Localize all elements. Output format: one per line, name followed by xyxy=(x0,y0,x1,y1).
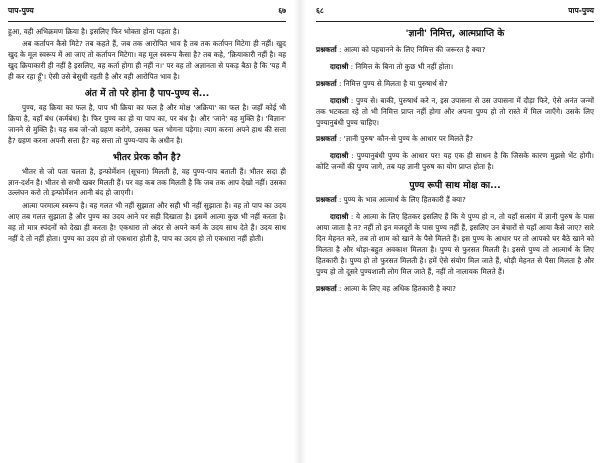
qa-entry: दादाश्री : पुण्यानुबंधी पुण्य के आधार पर! यह एक ही साधन है कि जिसके कारण मुझसे भेंट होगी। कोटि जन्मों की पुण्य जागे, तब यह ज्ञानी पुरुष का योग प्राप्त होता है। xyxy=(316,151,594,172)
speaker-label: दादाश्री xyxy=(330,95,349,105)
left-page-number: ६७ xyxy=(278,6,286,15)
qa-entry: दादाश्री : निमित्त के बिना तो कुछ भी नहीं होता। xyxy=(330,61,454,71)
qa-text: निमित्त पुण्य से मिलता है या पुरुषार्थ से? xyxy=(343,78,448,88)
left-header-rule xyxy=(8,21,286,22)
qa-text: पुण्य के भाव आत्मार्थ के लिए हितकारी हैं क्या? xyxy=(343,195,466,205)
qa-entry: दादाश्री : पुण्य से। बाकी, पुरुषार्थ करे न, इस उपासना से उस उपासना में दौड़ा फिरे, ऐसे अनंत जन्मों तक भटकता रहे तो भी निमित्त प्राप्त नहीं होगा और अपना पुण्य हो तो रास्ते में मिल जाएँगे। उसके लिए पुण्यानुबंधी पुण्य चाहिए। xyxy=(316,95,594,127)
qa-text: निमित्त के बिना तो कुछ भी नहीं होता। xyxy=(355,61,454,71)
qa-entry: प्रश्नकर्ता : निमित्त पुण्य से मिलता है या पुरुषार्थ से? xyxy=(316,78,448,88)
section-heading: 'ज्ञानी' निमित्त, आत्मप्राप्ति के xyxy=(405,28,505,39)
section-heading: पुण्य रूपी साथ मोक्ष का... xyxy=(409,180,501,192)
speaker-label: दादाश्री xyxy=(330,151,349,161)
speaker-label: दादाश्री xyxy=(330,61,349,71)
paragraph: पुण्य, वह क्रिया का फल है, पाप भी क्रिया का फल है और मोक्ष 'अक्रिया' का फल है। जहाँ कोई भी क्रिया है, वहाँ बंध (कर्मबंध) है। फिर पुण्य का हो या पाप का, पर बंध है। और 'जाने' वह मुक्ति है। 'विज्ञान' जानने से मुक्ति है। यह सब जो-जो ग्रहण करोगे, उसका फल भोगना पड़ेगा। त्याग करना अपने हाथ की सत्ता है? ग्रहण करना अपनी सत्ता है? वह सत्ता तो पुण्य-पाप के अधीन है। xyxy=(8,103,286,145)
qa-entry: प्रश्नकर्ता : 'ज्ञानी पुरुष' कौन-से पुण्य के आधार पर मिलते हैं? xyxy=(316,134,474,144)
speaker-label: प्रश्नकर्ता xyxy=(316,134,337,144)
speaker-label: प्रश्नकर्ता xyxy=(316,195,337,205)
section-heading: भीतर प्रेरक कौन है? xyxy=(112,151,182,163)
qa-text: आत्मा को पहचानने के लिए निमित्त की जरूरत है क्या? xyxy=(343,45,486,54)
paragraph: आत्मा परमात्म स्वरूप है। वह गलत भी नहीं सुझाता और सही भी नहीं सुझाता है। वह तो पाप का उदय आए तब गलत सुझाता है और पुण्य का उदय आने पर सही दिखाता है। इसमें आत्मा कुछ भी नहीं करता है। वह तो मात्र स्पंदनों को देखा ही करता है! एकधारा तो अंदर से अपने कर्म के उदय साथ देते हैं। उदय साथ नहीं दे तो नहीं होता। पुण्य का उदय हो तो एकधारा होती है, पाप का उदय हो तो एकधारा नहीं होती। xyxy=(8,200,286,243)
qa-entry: प्रश्नकर्ता : पुण्य के भाव आत्मार्थ के लिए हितकारी हैं क्या? xyxy=(316,195,466,205)
paragraph: भीतर से जो पता चलता है, इन्फोर्मेशन (सूचना) मिलती है, वह पुण्य-पाप बताती हैं। भीतर सदा ही ज्ञान-दर्शन है। भीतर से सभी खबर मिलती हैं। पर वह कब तक मिलती है कि जब तक आप देखो नहीं। उसका उल्लंघन करो तो इन्फोर्मेशन आनी बंद हो जाएगी। xyxy=(8,166,286,198)
speaker-label: दादाश्री xyxy=(330,212,349,222)
paragraph: हुआ, वही अभिक्रमण क्रिया है। इसलिए फिर भोक्ता होना पड़ता है। xyxy=(8,27,180,36)
qa-text: आत्मा के लिए वह अधिक हितकारी है क्या? xyxy=(343,283,456,293)
book-gutter xyxy=(294,0,306,463)
right-header-rule xyxy=(316,21,594,22)
qa-entry: दादाश्री : ये आत्मा के लिए हितकर इसलिए हैं कि ये पुण्य हो न, तो यहाँ सत्संग में ज्ञानी पुरुष के पास आया जाता है न? नहीं तो इन मजदूरों के पास पुण्य नहीं हैं, इसलिए उन बेचारों से यहाँ आया कैसे जाए? सारे दिन मेहनत करे, तब तो शाम को खाने के पैसे मिलते हैं। इस पुण्य के आधार पर तो आपको घर बैठे खाने को मिलता है और थोड़ा-बहुत अवकाश मिलता है। पुण्य से फुरसत मिलती है। इससे पुण्य तो आत्मार्थ के लिए हितकारी है। पुण्य हो तो फुरसत मिलती है। हमें ऐसे संयोग मिल जाते हैं, थोड़ी मेहनत से पैसा मिलता है और पुण्य हो तो दूसरे पुण्यशाली लोग मिल जाते हैं, नहीं तो नालायक मिलते हैं। xyxy=(316,212,594,276)
speaker-label: प्रश्नकर्ता xyxy=(316,45,337,54)
right-page-running-title: पाप-पुण्य xyxy=(568,6,594,15)
speaker-label: प्रश्नकर्ता xyxy=(316,78,337,88)
qa-text: 'ज्ञानी पुरुष' कौन-से पुण्य के आधार पर मिलते हैं? xyxy=(343,134,474,144)
left-page-header xyxy=(8,6,286,20)
qa-entry: प्रश्नकर्ता : आत्मा के लिए वह अधिक हितकारी है क्या? xyxy=(316,283,456,293)
paragraph: अब कर्तापन कैसे मिटे? तब कहते हैं, जब तक आरोपित भाव है तब तक कर्तापन मिटेगा ही नहीं। खुद खुद के मूल स्वरूप में आ जाए तो कर्तापन मिटेगा। वह मूल स्वरूप कैसा है? तब कहे, 'क्रियाकारी नहीं है। वह खुद क्रियाकारी ही नहीं है इसलिए, वह कर्ता होगा ही नहीं न।' पर वह तो अज्ञानता से पकड़ बैठा है कि 'यह मैं ही कर रहा हूँ'। ऐसी उसे बेसुधी रहती है और वही आरोपित भाव है। xyxy=(8,39,287,82)
speaker-label: प्रश्नकर्ता xyxy=(316,283,337,293)
right-page-header xyxy=(316,6,594,20)
left-page-content xyxy=(8,27,286,461)
section-heading: अंत में तो परे होना है पाप-पुण्य से... xyxy=(84,88,210,100)
left-page-running-title: पाप-पुण्य xyxy=(8,6,34,15)
qa-entry: प्रश्नकर्ता : आत्मा को पहचानने के लिए निमित्त की जरूरत है क्या? xyxy=(316,45,486,54)
right-page-content xyxy=(316,27,594,461)
right-page xyxy=(308,0,600,463)
qa-text: ये आत्मा के लिए हितकर इसलिए हैं कि ये पुण्य हो न, तो यहाँ सत्संग में ज्ञानी पुरुष के पास आया जाता है न? नहीं तो इन मजदूरों के पास पुण्य नहीं हैं, इसलिए उन बेचारों से यहाँ आया कैसे जाए? सारे दिन मेहनत करे, तब तो शाम को खाने के पैसे मिलते हैं। इस पुण्य के आधार पर तो आपको घर बैठे खाने को मिलता है और थोड़ा-बहुत अवकाश मिलता है। पुण्य से फुरसत मिलती है। इससे पुण्य तो आत्मार्थ के लिए हितकारी है। पुण्य हो तो फुरसत मिलती है। हमें ऐसे संयोग मिल जाते हैं, थोड़ी मेहनत से पैसा मिलता है और पुण्य हो तो दूसरे पुण्यशाली लोग मिल जाते हैं, नहीं तो नालायक मिलते हैं। xyxy=(316,212,594,276)
right-page-number: ६८ xyxy=(316,6,324,15)
left-page xyxy=(0,0,292,463)
qa-text: पुण्य से। बाकी, पुरुषार्थ करे न, इस उपासना से उस उपासना में दौड़ा फिरे, ऐसे अनंत जन्मों तक भटकता रहे तो भी निमित्त प्राप्त नहीं होगा और अपना पुण्य हो तो रास्ते में मिल जाएँगे। उसके लिए पुण्यानुबंधी पुण्य चाहिए। xyxy=(316,95,594,127)
qa-text: पुण्यानुबंधी पुण्य के आधार पर! यह एक ही साधन है कि जिसके कारण मुझसे भेंट होगी। कोटि जन्मों की पुण्य जागे, तब यह ज्ञानी पुरुष का योग प्राप्त होता है। xyxy=(316,151,594,172)
